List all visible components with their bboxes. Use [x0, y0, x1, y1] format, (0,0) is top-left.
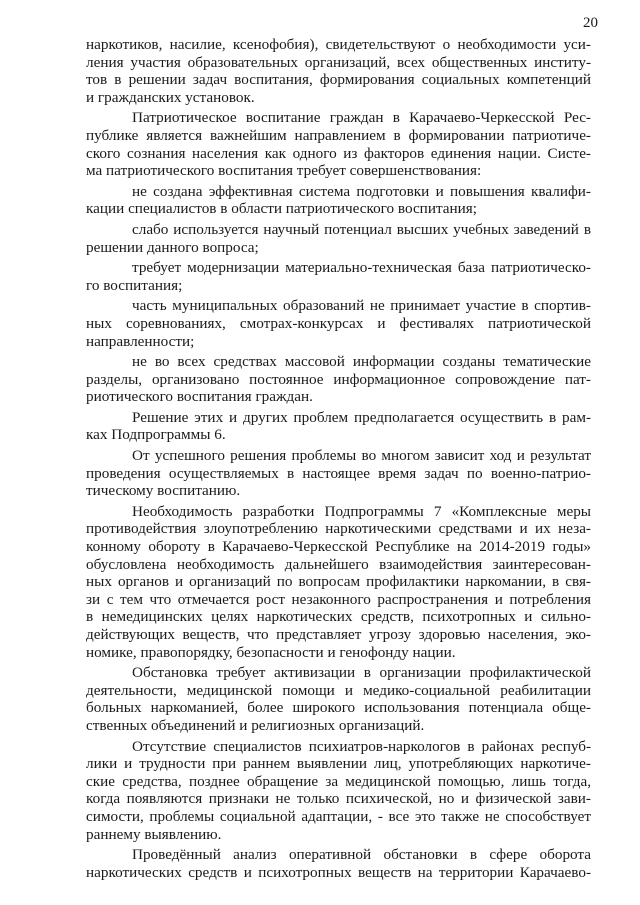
text-line: когда появляются признаки не только психической, но и физической зави-	[86, 790, 591, 808]
text-line: противодействия злоупотреблению наркотическими средствами и их неза-	[86, 520, 591, 538]
text-line: действующих веществ, что представляет угрозу здоровью населения, эко-	[86, 626, 591, 643]
text-line: Решение этих и других проблем предполагается осуществить в рам-	[132, 408, 591, 426]
text-line: разделы, организовано постоянное информационное сопровождение пат-	[86, 370, 591, 388]
text-line: кации специалистов в области патриотического воспитания;	[86, 200, 477, 218]
text-line: и гражданских установок.	[86, 88, 255, 106]
text-line: направленности;	[86, 332, 195, 350]
text-line: симости, проблемы социальной адаптации, - все это также не способствует	[86, 807, 591, 825]
text-line: не создана эффективная система подготовки и повышения квалифи-	[132, 182, 591, 200]
text-line: го воспитания;	[86, 276, 183, 294]
text-line: ского сознания населения как одного из факторов единения нации. Систе-	[86, 144, 591, 162]
document-body	[86, 36, 591, 881]
text-line: Необходимость разработки Подпрограммы 7 «Комплексные меры	[132, 502, 591, 520]
text-line: От успешного решения проблемы во многом зависит ход и результат	[132, 447, 591, 465]
text-line: раннему выявлению.	[86, 825, 222, 843]
text-line: ма патриотического воспитания требует совершенствования:	[86, 162, 482, 180]
text-line: ские средства, позднее обращение за медицинской помощью, лишь тогда,	[86, 772, 591, 790]
text-line: требует модернизации материально-техническая база патриотическо-	[132, 259, 591, 277]
text-line: больных наркоманией, более широкого использования потенциала обще-	[86, 699, 591, 717]
text-line: ных органов и организаций по вопросам профилактики наркомании, в свя-	[86, 573, 591, 591]
text-line: часть муниципальных образований не принимает участие в спортив-	[132, 297, 591, 315]
text-line: ления участия образовательных организаций, всех общественных институ-	[86, 53, 591, 71]
text-line: тов в решении задач воспитания, формирования социальных компетенций	[86, 71, 591, 89]
text-line: наркотических средств и психотропных веществ на территории Карачаево-	[86, 863, 591, 881]
text-line: Проведённый анализ оперативной обстановки в сфере оборота	[132, 846, 591, 864]
text-line: зи с тем что отмечается рост незаконного распространения и потребления	[86, 590, 591, 608]
text-line: Патриотическое воспитание граждан в Карачаево-Черкесской Рес-	[132, 109, 591, 127]
text-line: проведения осуществляемых в настоящее время задач по военно-патрио-	[86, 464, 591, 482]
text-line: деятельности, медицинской помощи и медико-социальной реабилитации	[86, 681, 591, 699]
text-line: ках Подпрограммы 6.	[86, 426, 226, 444]
text-line: ных соревнованиях, смотрах-конкурсах и фестивалях патриотической	[86, 314, 591, 332]
text-line: номике, правопорядку, безопасности и генофонду нации.	[86, 643, 456, 661]
text-line: Отсутствие специалистов психиатров-наркологов в районах респуб-	[132, 737, 591, 755]
text-line: Обстановка требует активизации в организации профилактической	[132, 664, 591, 682]
text-line: решении данного вопроса;	[86, 238, 259, 256]
text-line: в немедицинских целях наркотических средств, психотропных и сильно-	[86, 608, 591, 626]
text-line: публике является важнейшим направлением в формировании патриотиче-	[86, 126, 591, 144]
text-line: ственных объединений и религиозных организаций.	[86, 716, 425, 734]
text-line: наркотиков, насилие, ксенофобия), свидетельствуют о необходимости уси-	[86, 36, 591, 53]
page-number: 20	[583, 15, 598, 31]
text-line: риотического воспитания граждан.	[86, 388, 313, 406]
text-line: конному обороту в Карачаево-Черкесской Республике на 2014-2019 годы»	[86, 538, 591, 556]
text-line: лики и трудности при раннем выявлении лиц, употребляющих наркотиче-	[86, 755, 591, 773]
text-line: тическому воспитанию.	[86, 482, 241, 500]
text-line: не во всех средствах массовой информации созданы тематические	[132, 353, 591, 371]
text-line: обусловлена необходимость дальнейшего взаимодействия заинтересован-	[86, 555, 591, 573]
text-line: слабо используется научный потенциал высших учебных заведений в	[132, 220, 591, 238]
